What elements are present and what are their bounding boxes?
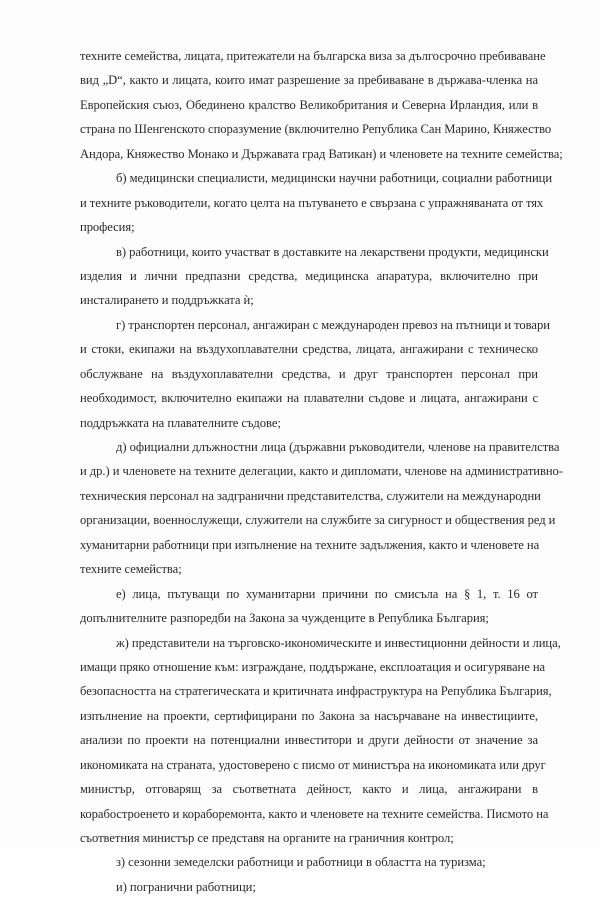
text-line: организации, военнослужещи, служители на службите за сигурност и обществения ред и	[80, 513, 556, 528]
paragraph-a-continued	[80, 44, 563, 166]
text-line: професия;	[80, 220, 135, 235]
paragraph-d	[80, 435, 563, 582]
paragraph-v	[80, 240, 549, 313]
text-line: анализи по проекти на потенциални инвеститори и други дейности от значение за	[80, 733, 538, 748]
text-line: и) погранични работници;	[116, 879, 256, 894]
text-line: министър, отговарящ за съответната дейност, както и лица, ангажирани в	[80, 782, 538, 797]
text-line: е) лица, пътуващи по хуманитарни причини по смисъла на § 1, т. 16 от	[116, 586, 538, 601]
text-line: обслужване на въздухоплавателни средства, и друг транспортен персонал при	[80, 366, 538, 381]
text-line: б) медицински специалисти, медицински научни работници, социални работници	[116, 171, 553, 186]
text-line: и стоки, екипажи на въздухоплавателни средства, лицата, ангажирани с техническо	[80, 342, 538, 357]
text-line: техните семейства;	[80, 562, 182, 577]
paragraph-g	[80, 313, 550, 435]
text-line: Андора, Княжество Монако и Държавата град Ватикан) и членовете на техните семейства;	[80, 146, 563, 161]
text-line: вид „D“, както и лицата, които имат разрешение за пребиваване в държава-членка на	[80, 73, 538, 88]
text-line: г) транспортен персонал, ангажиран с международен превоз на пътници и товари	[116, 317, 550, 332]
text-line: хуманитарни работници при изпълнение на техните задължения, както и членовете на	[80, 537, 540, 552]
text-line: безопасността на стратегическата и критичната инфраструктура на Република България,	[80, 684, 552, 699]
text-line: Европейския съюз, Обединено кралство Великобритания и Северна Ирландия, или в	[80, 97, 538, 112]
paragraph-e	[80, 582, 538, 631]
paragraph-i	[80, 875, 538, 899]
text-line: д) официални длъжностни лица (държавни ръководители, членове на правителства	[116, 440, 560, 454]
text-line: техните семейства, лицата, притежатели на българска виза за дългосрочно пребиваване	[80, 49, 546, 63]
text-line: корабостроенето и кораборемонта, както и членовете на техните семейства. Писмото на	[80, 806, 549, 821]
text-line: икономиката на страната, удостоверено с писмо от министъра на икономиката или друг	[80, 757, 546, 772]
text-line: имащи пряко отношение към: изграждане, поддържане, експлоатация и осигуряване на	[80, 659, 546, 674]
text-line: и др.) и членовете на техните делегации, както и дипломати, членове на административно-	[80, 464, 563, 479]
text-line: изделия и лични предпазни средства, медицинска апаратура, включително при	[80, 268, 538, 283]
text-line: изпълнение на проекти, сертифицирани по Закона за насърчаване на инвестициите,	[80, 708, 538, 723]
text-line: ж) представители на търговско-икономическите и инвестиционни дейности и лица,	[116, 635, 561, 650]
text-line: допълнителните разпоредби на Закона за чужденците в Република България;	[80, 611, 489, 626]
document-body	[80, 44, 563, 899]
text-line: необходимост, включително екипажи на плавателни съдове и лицата, ангажирани с	[80, 391, 538, 406]
text-line: поддръжката на плавателните съдове;	[80, 415, 281, 430]
text-line: инсталирането и поддръжката ѝ;	[80, 293, 254, 308]
paragraph-zh	[80, 631, 561, 851]
text-line: в) работници, които участват в доставките на лекарствени продукти, медицински	[116, 244, 549, 259]
text-line: съответния министър се представя на органите на граничния контрол;	[80, 831, 454, 845]
text-line: страна по Шенгенското споразумение (включително Република Сан Марино, Княжество	[80, 122, 552, 137]
text-line: з) сезонни земеделски работници и работници в областта на туризма;	[116, 855, 486, 870]
paragraph-b	[80, 166, 553, 239]
text-line: техническия персонал на задгранични представителства, служители на международни	[80, 488, 541, 503]
text-line: и техните ръководители, когато целта на пътуването е свързана с упражняваната от тях	[80, 195, 544, 210]
paragraph-z	[80, 850, 538, 874]
